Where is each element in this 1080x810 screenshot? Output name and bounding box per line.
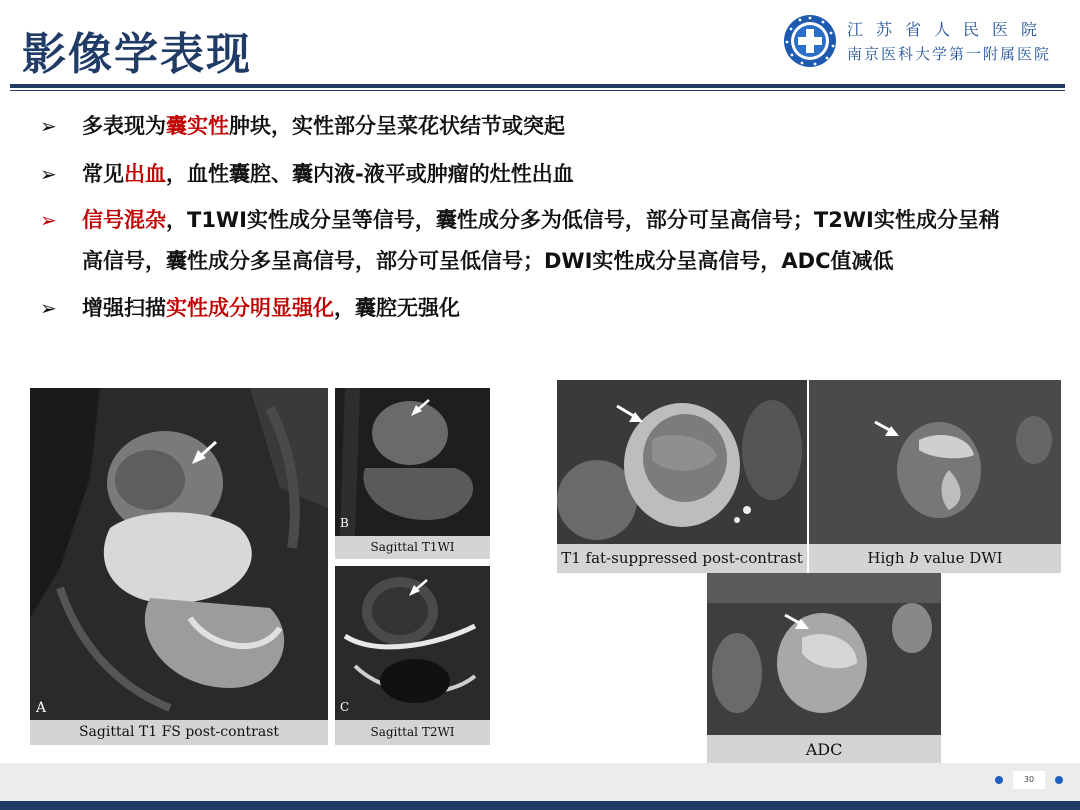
panel-letter: C — [340, 700, 350, 714]
bullet-arrow-icon: ➢ — [40, 296, 57, 320]
bullet-highlight: 信号混杂 — [82, 208, 166, 232]
bullet-list — [40, 104, 1040, 334]
bullet-text: 常见 — [82, 162, 124, 186]
bullet-text: ，血性囊腔、囊内液-液平或肿瘤的灶性出血 — [166, 162, 574, 186]
footer-bar — [0, 763, 1080, 801]
footer-dot-icon — [1055, 776, 1063, 784]
bullet-item — [40, 152, 1040, 196]
mri-image-adc — [707, 573, 941, 765]
image-caption: Sagittal T2WI — [335, 720, 490, 745]
hospital-name-line2: 南京医科大学第一附属医院 — [847, 45, 1052, 63]
bullet-arrow-icon: ➢ — [40, 114, 57, 138]
mri-image-high-b-value-dwi — [809, 380, 1061, 573]
caption-b-italic: b — [909, 549, 919, 567]
mri-image-t1-fat-suppressed-contrast — [557, 380, 807, 573]
caption-text: value DWI — [918, 549, 1003, 567]
bullet-item — [40, 200, 1012, 282]
panel-letter: B — [340, 516, 349, 530]
bullet-text: 多表现为 — [82, 114, 166, 138]
image-caption: ADC — [707, 735, 941, 765]
header-divider — [10, 84, 1065, 88]
bullet-arrow-icon: ➢ — [40, 208, 57, 232]
image-caption: Sagittal T1 FS post-contrast — [30, 720, 328, 745]
image-caption — [809, 544, 1061, 573]
bullet-highlight: 实性成分明显强化 — [166, 296, 334, 320]
bullet-text: ，T1WI实性成分呈等信号，囊性成分多为低信号，部分可呈高信号；T2WI实性成分呈稍高信号，囊性成分多呈高信号，部分可呈低信号；DWI实性成分呈高信号，ADC值减低 — [82, 208, 1000, 273]
bullet-item — [40, 286, 1040, 330]
slide-title: 影像学表现 — [22, 29, 252, 80]
bullet-highlight: 囊实性 — [166, 114, 229, 138]
panel-letter: A — [36, 700, 47, 716]
footer-strip — [0, 801, 1080, 810]
image-caption: T1 fat-suppressed post-contrast — [557, 544, 807, 573]
page-number: 30 — [1013, 771, 1045, 789]
mri-image-sagittal-t2wi — [335, 566, 490, 745]
mri-image-sagittal-t1wi — [335, 388, 490, 559]
bullet-highlight: 出血 — [124, 162, 166, 186]
image-caption: Sagittal T1WI — [335, 536, 490, 559]
footer-dot-icon — [995, 776, 1003, 784]
hospital-seal-icon — [783, 14, 837, 68]
mri-image-sagittal-t1fs-contrast — [30, 388, 328, 745]
hospital-header — [783, 14, 1073, 70]
hospital-name-line1: 江苏省人民医院 — [847, 20, 1051, 39]
bullet-text: ，囊腔无强化 — [334, 296, 460, 320]
bullet-arrow-icon: ➢ — [40, 162, 57, 186]
bullet-item — [40, 104, 1040, 148]
bullet-text: 增强扫描 — [82, 296, 166, 320]
caption-text: High — [867, 549, 910, 567]
bullet-text: 肿块，实性部分呈菜花状结节或突起 — [229, 114, 565, 138]
header-divider-thin — [10, 90, 1065, 91]
